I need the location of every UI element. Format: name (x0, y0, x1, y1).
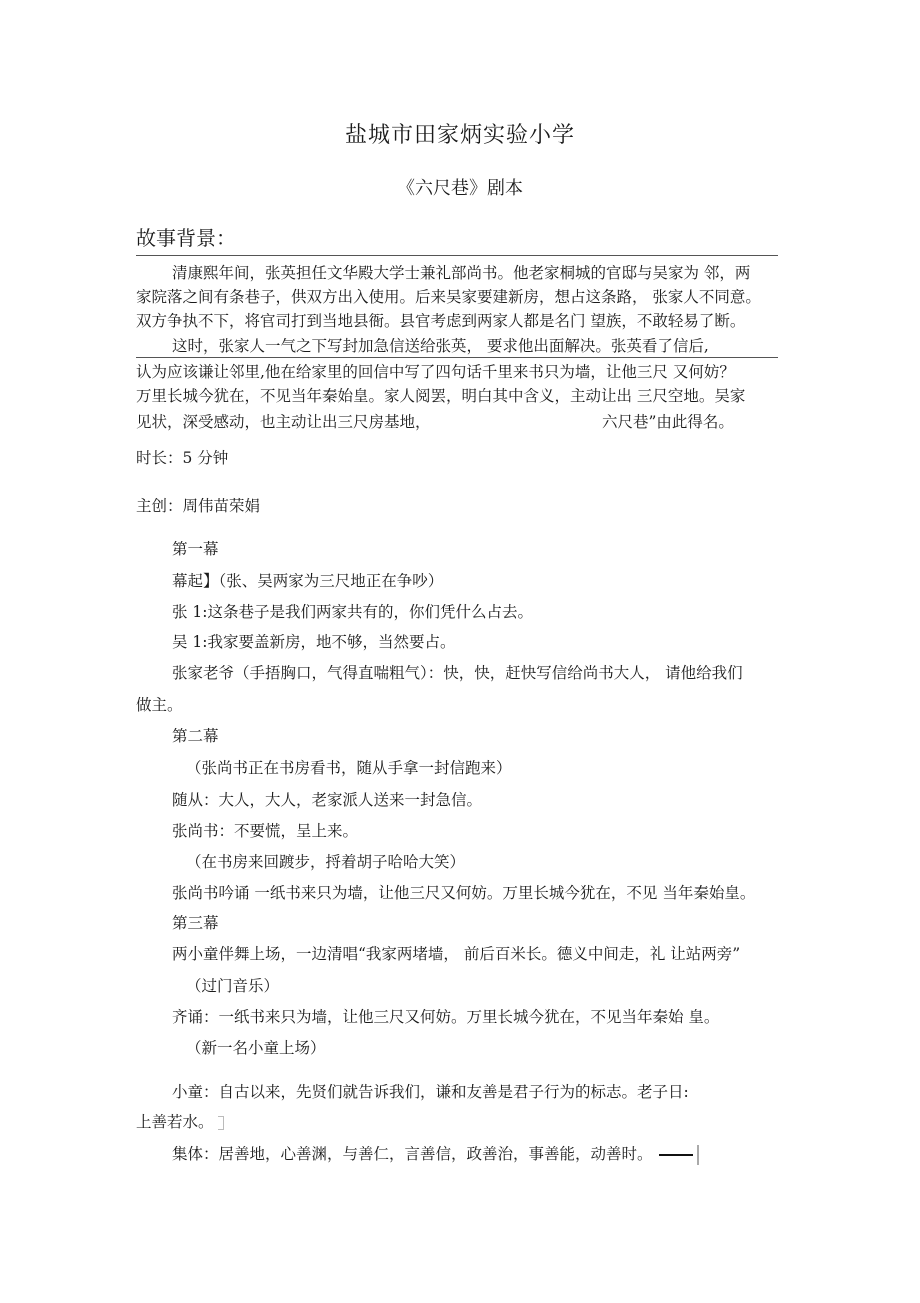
background-line-1: 清康熙年间，张英担任文华殿大学士兼礼部尚书。他老家桐城的官邸与吴家为 邻，两 (172, 264, 751, 282)
stage-direction-laugh: （在书房来回踱步，捋着胡子哈哈大笑） (186, 853, 466, 871)
stage-direction-new-child: （新一名小童上场） (186, 1039, 326, 1057)
background-line-4: 这时，张家人一气之下写封加急信送给张英， 要求他出面解决。张英看了信后, (172, 337, 709, 355)
duration: 时长：5 分钟 (136, 449, 229, 467)
background-line-7a: 见状，深受感动，也主动让出三尺房基地， (136, 413, 431, 431)
dialogue-child-line-2: 上善若水。 (136, 1113, 214, 1131)
act-three-heading: 第三幕 (172, 914, 219, 932)
act-two-heading: 第二幕 (172, 727, 219, 745)
middle-rule (136, 357, 778, 358)
creator: 主创：周伟苗荣娟 (136, 497, 261, 515)
dialogue-zhang-recite: 张尚书吟诵 一纸书来只为墙，让他三尺又何妨。万里长城今犹在，不见 当年秦始皇。 (172, 884, 756, 902)
dialogue-elder-line-2: 做主。 (136, 696, 183, 714)
background-line-3: 双方争执不下，将官司打到当地县衙。县官考虑到两家人都是名门 望族，不敢轻易了断。 (136, 312, 746, 330)
background-line-6: 万里长城今犹在，不见当年秦始皇。家人阅罢，明白其中含义，主动让出 三尺空地。吴家 (136, 387, 746, 405)
act-one-opening: 幕起】（张、吴两家为三尺地正在争吵） (172, 572, 444, 590)
act-one-heading: 第一幕 (172, 540, 219, 558)
stage-direction-study: （张尚书正在书房看书，随从手拿一封信跑来） (186, 759, 512, 777)
background-line-7b: 六尺巷”由此得名。 (602, 413, 734, 431)
dialogue-elder-line-1: 张家老爷（手捂胸口，气得直喘粗气）：快，快，赶快写信给尚书大人， 请他给我们 (172, 664, 743, 682)
chorus-recite: 齐诵：一纸书来只为墙，让他三尺又何妨。万里长城今犹在，不见当年秦始 皇。 (172, 1008, 720, 1026)
dialogue-collective-wrap (172, 1142, 699, 1165)
bracket-mark (218, 1116, 224, 1130)
school-title: 盐城市田家炳实验小学 (344, 123, 575, 148)
top-rule (136, 255, 778, 256)
dialogue-collective: 集体：居善地，心善渊，与善仁，言善信，政善治，事善能，动善时。 (172, 1145, 653, 1163)
dialogue-zhang-reply: 张尚书：不要慌，呈上来。 (172, 822, 359, 840)
background-line-2: 家院落之间有条巷子，供双方出入使用。后来吴家要建新房，想占这条路， 张家人不同意。 (136, 288, 761, 306)
dialogue-child-line-2-wrap (136, 1110, 224, 1132)
stage-direction-music: （过门音乐） (186, 977, 280, 995)
background-heading: 故事背景： (136, 226, 236, 250)
background-line-5: 认为应该谦让邻里,他在给家里的回信中写了四句话千里来书只为墙，让他三尺 又何妨？ (136, 363, 735, 381)
script-title: 《六尺巷》剧本 (397, 178, 523, 199)
dialogue-wu-1: 吴 1:我家要盖新房，地不够，当然要占。 (172, 633, 456, 651)
vertical-bar-mark (697, 1145, 699, 1165)
dash-mark (659, 1154, 693, 1156)
dialogue-child-line-1: 小童：自古以来，先贤们就告诉我们，谦和友善是君子行为的标志。老子日: (172, 1083, 689, 1101)
dialogue-zhang-1: 张 1:这条巷子是我们两家共有的，你们凭什么占去。 (172, 603, 534, 621)
children-song: 两小童伴舞上场，一边清唱“我家两堵墙， 前后百米长。德义中间走，礼 让站两旁” (172, 945, 741, 963)
dialogue-servant: 随从：大人，大人，老家派人送来一封急信。 (172, 791, 483, 809)
